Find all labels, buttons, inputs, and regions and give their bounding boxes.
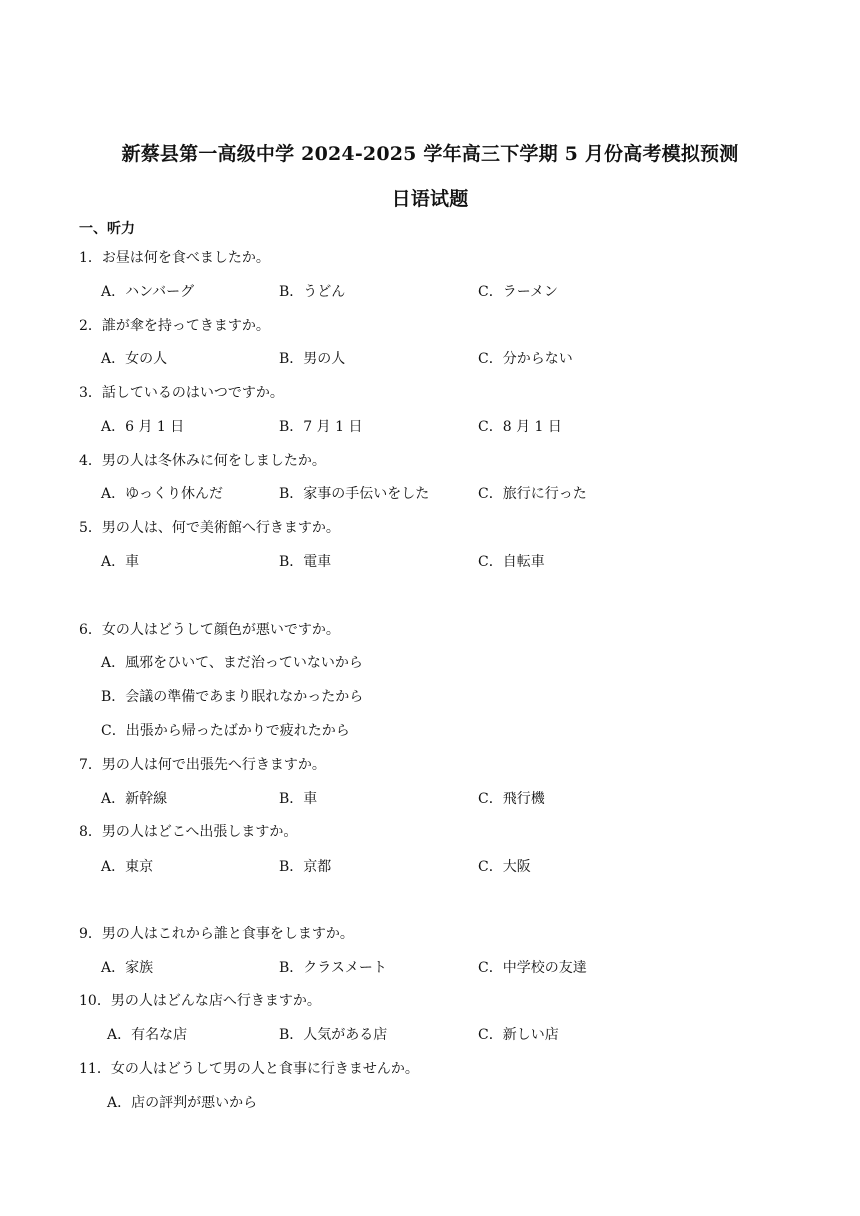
option-a: A．東京 [101,859,154,875]
option-a: A．有名な店 [107,1027,188,1043]
exam-subtitle: 日语试题 [391,188,469,210]
option-b: B．電車 [279,554,332,570]
question-stem: 2．誰が傘を持ってきますか。 [79,318,270,334]
question-stem: 3．話しているのはいつですか。 [79,385,284,401]
option-b: B．7 月 1 日 [279,419,363,435]
option-a: A．家族 [101,960,154,976]
option-a: A．女の人 [101,351,168,367]
question-stem: 11．女の人はどうして男の人と食事に行きませんか。 [79,1061,419,1077]
exam-title: 新蔡县第一高级中学 2024-2025 学年高三下学期 5 月份高考模拟预测 [121,143,739,165]
option-c: C．8 月 1 日 [478,419,562,435]
question-stem: 1．お昼は何を食べましたか。 [79,250,270,266]
option-a: A．車 [101,554,140,570]
option-b: B．家事の手伝いをした [279,486,430,502]
option-c: C．分からない [478,351,573,367]
section-heading-listening: 一、听力 [79,221,135,237]
option-b: B．京都 [279,859,332,875]
option-a: A．風邪をひいて、まだ治っていないから [101,655,363,671]
question-stem: 4．男の人は冬休みに何をしましたか。 [79,453,326,469]
option-c: C．出張から帰ったばかりで疲れたから [101,723,350,739]
option-b: B．男の人 [279,351,346,367]
question-stem: 8．男の人はどこへ出張しますか。 [79,824,298,840]
option-c: C．自転車 [478,554,545,570]
question-stem: 6．女の人はどうして顔色が悪いですか。 [79,622,340,638]
option-c: C．飛行機 [478,791,545,807]
option-b: B．人気がある店 [279,1027,388,1043]
question-stem: 5．男の人は、何で美術館へ行きますか。 [79,520,340,536]
question-stem: 7．男の人は何で出張先へ行きますか。 [79,757,326,773]
option-c: C．大阪 [478,859,531,875]
option-c: C．新しい店 [478,1027,559,1043]
question-stem: 9．男の人はこれから誰と食事をしますか。 [79,926,354,942]
question-stem: 10．男の人はどんな店へ行きますか。 [79,993,321,1009]
option-a: A．ハンバーグ [101,284,195,300]
option-a: A．新幹線 [101,791,168,807]
option-b: B．会議の準備であまり眠れなかったから [101,689,364,705]
option-a: A．6 月 1 日 [101,419,185,435]
option-c: C．旅行に行った [478,486,587,502]
option-b: B．車 [279,791,318,807]
option-a: A．店の評判が悪いから [107,1095,258,1111]
option-c: C．中学校の友達 [478,960,587,976]
option-b: B．クラスメート [279,960,387,976]
option-c: C．ラーメン [478,284,559,300]
option-a: A．ゆっくり休んだ [101,486,223,502]
option-b: B．うどん [279,284,346,300]
